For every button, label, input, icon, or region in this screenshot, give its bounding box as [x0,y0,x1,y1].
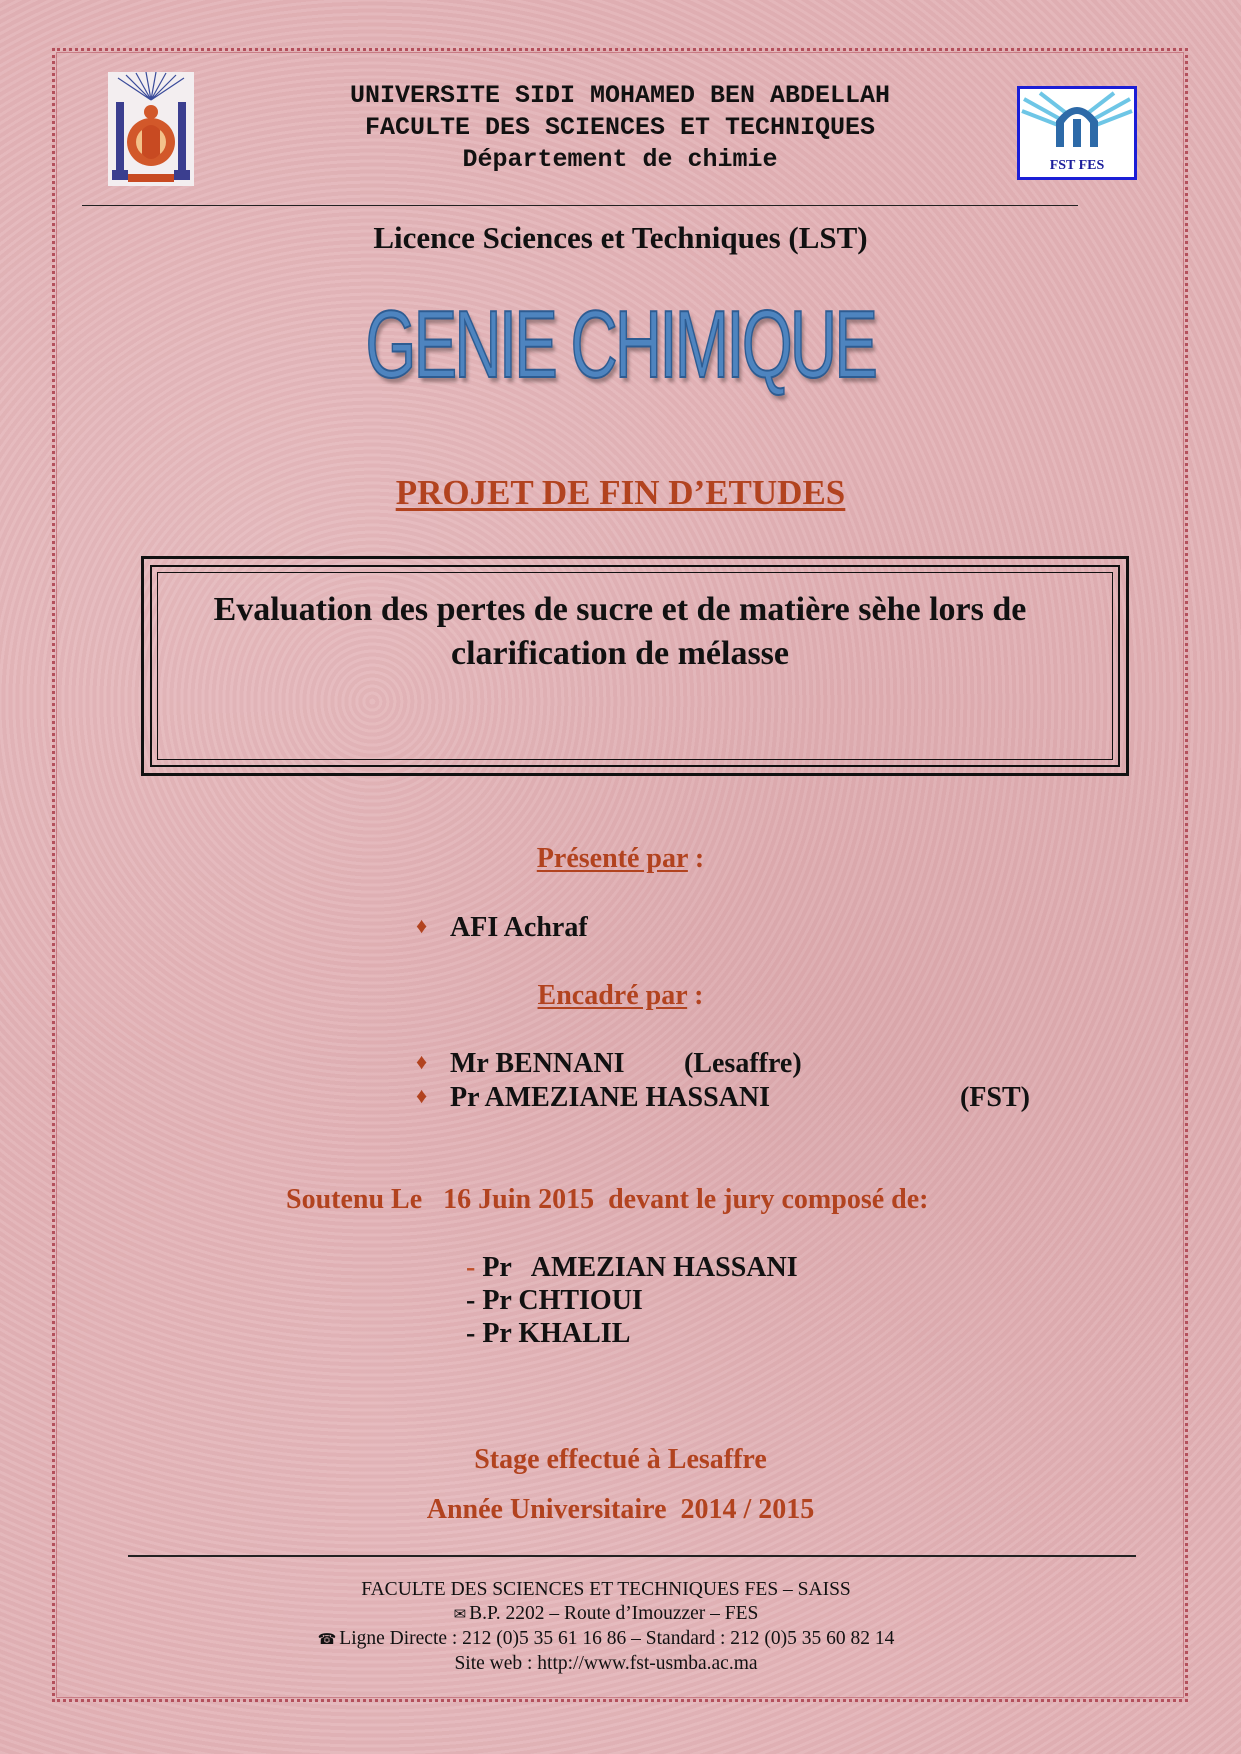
department-name: Département de chimie [462,145,778,174]
student-name: AFI Achraf [450,912,588,943]
project-title [160,588,1080,676]
academic-year: Année Universitaire 2014 / 2015 [426,1494,815,1525]
footer-divider [128,1555,1136,1557]
jury-name: Pr AMEZIAN HASSANI [475,1252,798,1283]
student-item [416,912,588,944]
project-title-line2: clarification de mélasse [450,635,790,672]
diamond-bullet-icon: ♦ [416,1083,428,1108]
licence-title: Licence Sciences et Techniques (LST) [373,220,868,255]
fst-fes-logo-text: FST FES [1049,158,1105,173]
footer-phone-row [0,1627,1212,1652]
supervisor-org: (Lesaffre) [684,1048,802,1079]
university-logo [108,72,194,186]
faculty-name: FACULTE DES SCIENCES ET TECHNIQUES [364,113,876,142]
supervisor-name: Mr BENNANI [450,1048,625,1079]
presented-by-colon: : [687,843,705,874]
jury-member [466,1285,643,1317]
jury-name: Pr CHTIOUI [475,1285,643,1316]
phone-icon: ☎ [317,1632,337,1648]
presented-by-text: Présenté par [536,843,688,874]
footer-website: Site web : http://www.fst-usmba.ac.ma [454,1653,758,1674]
jury-name: Pr KHALIL [475,1318,631,1349]
jury-dash: - [466,1318,476,1349]
supervised-by-colon: : [687,980,704,1011]
jury-member [466,1318,630,1350]
supervisor-org: (FST) [960,1082,1030,1113]
supervisor-item [416,1082,770,1114]
filiere-wordart: GENIE CHIMIQUE [365,291,876,398]
footer-phone: Ligne Directe : 212 (0)5 35 61 16 86 – Standard : 212 (0)5 35 60 82 14 [339,1628,895,1649]
mailbox-icon: ✉ [453,1607,467,1623]
supervisor-item [416,1048,624,1080]
supervised-by-label [0,980,1241,1012]
institution-header [240,80,1000,176]
project-type-heading: PROJET DE FIN D’ETUDES [395,473,846,512]
university-name: UNIVERSITE SIDI MOHAMED BEN ABDELLAH [349,81,891,110]
supervised-by-text: Encadré par [537,980,688,1011]
jury-member [466,1252,798,1284]
presented-by-label [0,843,1241,875]
header-divider [82,205,1078,206]
diamond-bullet-icon: ♦ [416,1049,428,1074]
footer-faculty: FACULTE DES SCIENCES ET TECHNIQUES FES – SAISS [361,1579,851,1600]
footer-address-row [0,1602,1212,1627]
footer [0,1578,1212,1676]
jury-dash: - [466,1285,476,1316]
defense-statement: Soutenu Le 16 Juin 2015 devant le jury composé de: [286,1184,929,1215]
internship-place: Stage effectué à Lesaffre [474,1444,767,1475]
jury-dash: - [466,1252,476,1283]
diamond-bullet-icon: ♦ [416,913,428,938]
footer-address: B.P. 2202 – Route d’Imouzzer – FES [469,1603,759,1624]
supervisor-name: Pr AMEZIANE HASSANI [450,1082,770,1113]
fst-fes-logo [1017,86,1137,180]
project-title-line1: Evaluation des pertes de sucre et de matière sèhe lors de [213,591,1027,628]
